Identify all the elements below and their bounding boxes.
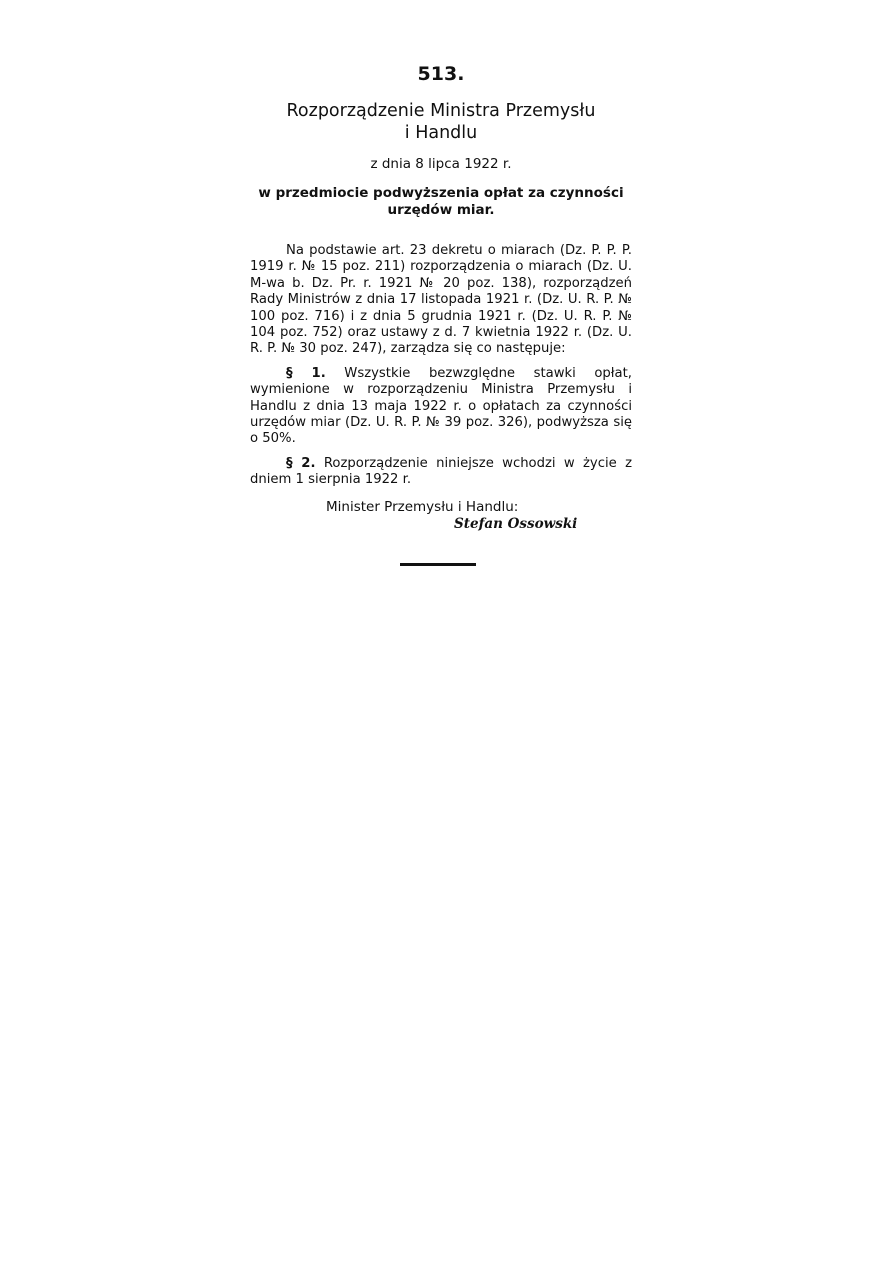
- intro-paragraph: Na podstawie art. 23 dekretu o miarach (Dz. P. P. P. 1919 r. № 15 poz. 211) rozporządzenia o miarach (Dz. U. M-wa b. Dz. Pr. r. 1921 № 20 poz. 138), rozporządzeń Rady Ministrów z dnia 17 listopada 1921 r. (Dz. U. R. P. № 100 poz. 716) i z dnia 5 grudnia 1921 r. (Dz. U. R. P. № 104 poz. 752) oraz ustawy z d. 7 kwietnia 1922 r. (Dz. U. R. P. № 30 poz. 247), zarządza się co następuje:: [250, 243, 632, 357]
- document-date: z dnia 8 lipca 1922 r.: [370, 156, 512, 172]
- document-subject: [250, 185, 632, 219]
- section-2-mark: § 2.: [286, 455, 316, 471]
- act-number: 513.: [417, 63, 465, 85]
- title-line-1: Rozporządzenie Ministra Przemysłu: [286, 101, 596, 121]
- section-2-text: Rozporządzenie niniejsze wchodzi w życie z dniem 1 sierpnia 1922 r.: [250, 455, 632, 488]
- signature-block: [250, 499, 632, 533]
- signature-name: Stefan Ossowski: [454, 515, 578, 532]
- section-1-mark: § 1.: [286, 365, 326, 381]
- signature-role: Minister Przemysłu i Handlu:: [326, 498, 519, 515]
- section-1-text: Wszystkie bezwzględne stawki opłat, wymienione w rozporządzeniu Ministra Przemysłu i Handlu z dnia 13 maja 1922 r. o opłatach za czynności urzędów miar (Dz. U. R. P. № 39 poz. 326), podwyższa się o 50%.: [250, 365, 632, 447]
- section-2: [250, 456, 632, 489]
- title-line-2: i Handlu: [404, 123, 478, 143]
- document-title: [250, 100, 632, 144]
- section-1: [250, 366, 632, 448]
- document-page: [250, 62, 632, 566]
- subject-line-2: urzędów miar.: [387, 202, 495, 218]
- subject-line-1: w przedmiocie podwyższenia opłat za czynności: [258, 185, 624, 201]
- closing-rule: [400, 563, 476, 566]
